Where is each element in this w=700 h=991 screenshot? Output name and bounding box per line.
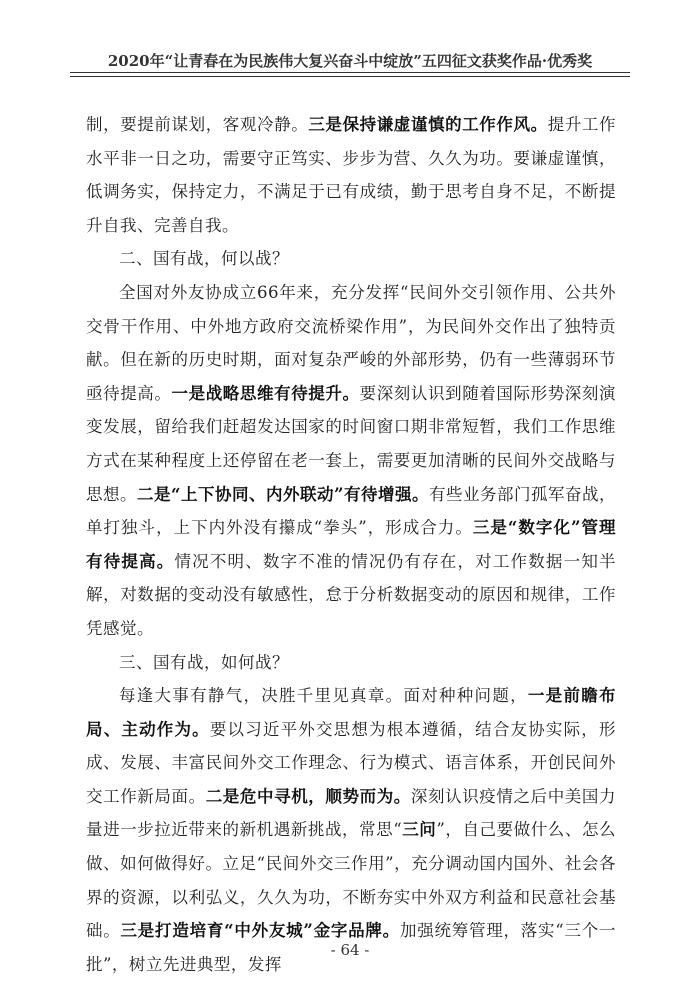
section-heading-3: 三、国有战，如何战？ — [119, 652, 289, 672]
document-body — [86, 108, 616, 981]
text-run: 加强统筹管理，落实“三个一批”，树立先进典型，发挥 — [86, 921, 617, 974]
header-rule — [70, 72, 630, 73]
text-run: 提升工作水平非一日之功，需要守正笃实、步步为营、久久为功。要谦虚谨慎，低调务实，保持定力，不满足于已有成绩，勤于思考自身不足，不断提升自我、完善自我。 — [86, 115, 617, 235]
text-run: ”，自己要做什么、怎么做、如何做得好。立足“民间外交三作用”，充分调动国内国外、社会各界的资源，以利弘义，久久为功，不断夯实中外双方利益和民意社会基础。 — [86, 820, 617, 941]
bold-run: 二是危中寻机，顺势而为。 — [205, 786, 411, 806]
paragraph-1 — [86, 108, 616, 242]
text-run: 有些业务部门孤军奋战，单打独斗，上下内外没有攥成“拳头”，形成合力。 — [86, 484, 617, 538]
bold-run: 三是保持谦虚谨慎的工作作风。 — [308, 115, 548, 134]
paragraph-3 — [86, 679, 616, 981]
bold-run: 三问 — [402, 820, 437, 840]
paragraph-2 — [86, 276, 616, 646]
text-run: 要深刻认识到随着国际形势深刻演变发展，留给我们赶超发达国家的时间窗口期非常短暂，我们工作思维方式在某种程度上还停留在老一套上，需要更加清晰的民间外交战略与思想。 — [86, 383, 617, 504]
header-rule-thin — [70, 76, 630, 77]
bold-run: 二是“上下协同、内外联动”有待增强。 — [137, 484, 430, 504]
bold-run: 一是战略思维有待提升。 — [171, 383, 360, 403]
text-run: 情况不明、数字不准的情况仍有存在，对工作数据一知半解，对数据的变动没有敏感性，怠于分析数据变动的原因和规律，工作凭感觉。 — [86, 551, 617, 638]
text-run: 要以习近平外交思想为根本遵循，结合友协实际，形成、发展、丰富民间外交工作理念、行为模式、语言体系，开创民间外交工作新局面。 — [86, 719, 617, 806]
page-number: - 64 - — [330, 941, 370, 959]
text-run: 深刻认识疫情之后中美国力量进一步拉近带来的新机遇新挑战，常思“ — [86, 786, 617, 840]
text-run: 每逢大事有静气，决胜千里见真章。面对种种问题， — [119, 686, 528, 706]
page-header: 2020年“让青春在为民族伟大复兴奋斗中绽放”五四征文获奖作品·优秀奖 — [107, 52, 593, 70]
bold-run: 一是前瞻布局、主动作为。 — [86, 686, 617, 739]
bold-run: 三是“数字化”管理有待提高。 — [86, 518, 617, 571]
text-run: 全国对外友协成立66年来，充分发挥“民间外交引领作用、公共外交骨干作用、中外地方政府交流桥梁作用”，为民间外交作出了独特贡献。但在新的历史时期，面对复杂严峻的外部形势，仍有一些薄弱环节亟待提高。 — [86, 282, 616, 403]
bold-run: 三是打造培育“中外友城”金字品牌。 — [120, 921, 400, 941]
text-run: 制，要提前谋划，客观冷静。 — [86, 115, 309, 134]
section-heading-2: 二、国有战，何以战？ — [119, 249, 289, 269]
